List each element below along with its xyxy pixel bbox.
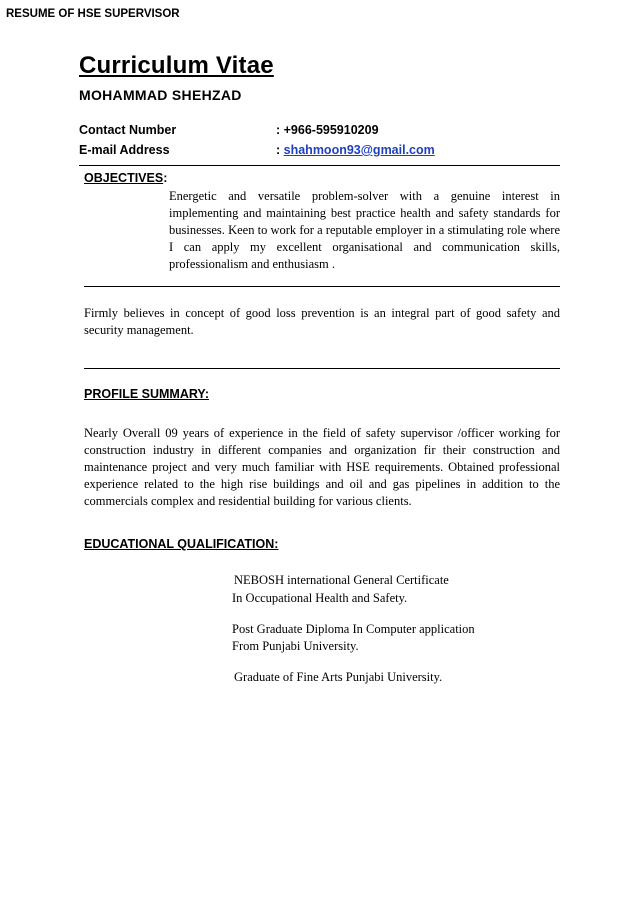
divider-belief [84,368,560,369]
candidate-name: MOHAMMAD SHEHZAD [79,87,242,103]
education-heading-label: EDUCATIONAL QUALIFICATION: [84,537,279,551]
education-item-line: From Punjabi University. [232,639,359,653]
education-item-line: In Occupational Health and Safety. [232,591,408,605]
education-item-line: Graduate of Fine Arts Punjabi University. [234,670,443,684]
divider-objectives [84,286,560,287]
email-label: E-mail Address [79,143,170,157]
phone-value: : +966-595910209 [276,123,379,137]
objectives-heading-label: OBJECTIVES [84,171,164,185]
objectives-heading [84,171,167,185]
divider-contact [79,165,560,166]
document-header: RESUME OF HSE SUPERVISOR [6,8,180,20]
email-value-wrapper [276,143,435,157]
objectives-heading-colon: : [163,171,168,185]
belief-text: Firmly believes in concept of good loss prevention is an integral part of good safety and security management. [84,306,560,337]
education-heading [84,537,278,551]
email-separator: : [276,143,284,157]
education-item-line: NEBOSH international General Certificate [234,573,449,587]
email-link[interactable]: shahmoon93@gmail.com [283,143,435,157]
phone-label: Contact Number [79,123,177,137]
profile-summary-heading [84,387,209,401]
education-item-line: Post Graduate Diploma In Computer application [232,622,475,636]
document-title: Curriculum Vitae [79,52,274,79]
profile-summary-heading-label: PROFILE SUMMARY: [84,387,209,401]
objectives-text: Energetic and versatile problem-solver with a genuine interest in implementing and maintaining best practice health and safety standards for businesses. Keen to work for a reputable employer in a stimulating role where I can apply my excellent organisational and communication skills, professionalism and enthusiasm . [169,189,560,271]
profile-summary-text: Nearly Overall 09 years of experience in the field of safety supervisor /officer working for construction industry in different companies and organization fir their construction and maintenance project and very much familiar with HSE requirements. Obtained professional experience related to the high rise buildings and oil and gas pipelines in addition to the commercials complex and residential building for various clients. [84,426,560,508]
